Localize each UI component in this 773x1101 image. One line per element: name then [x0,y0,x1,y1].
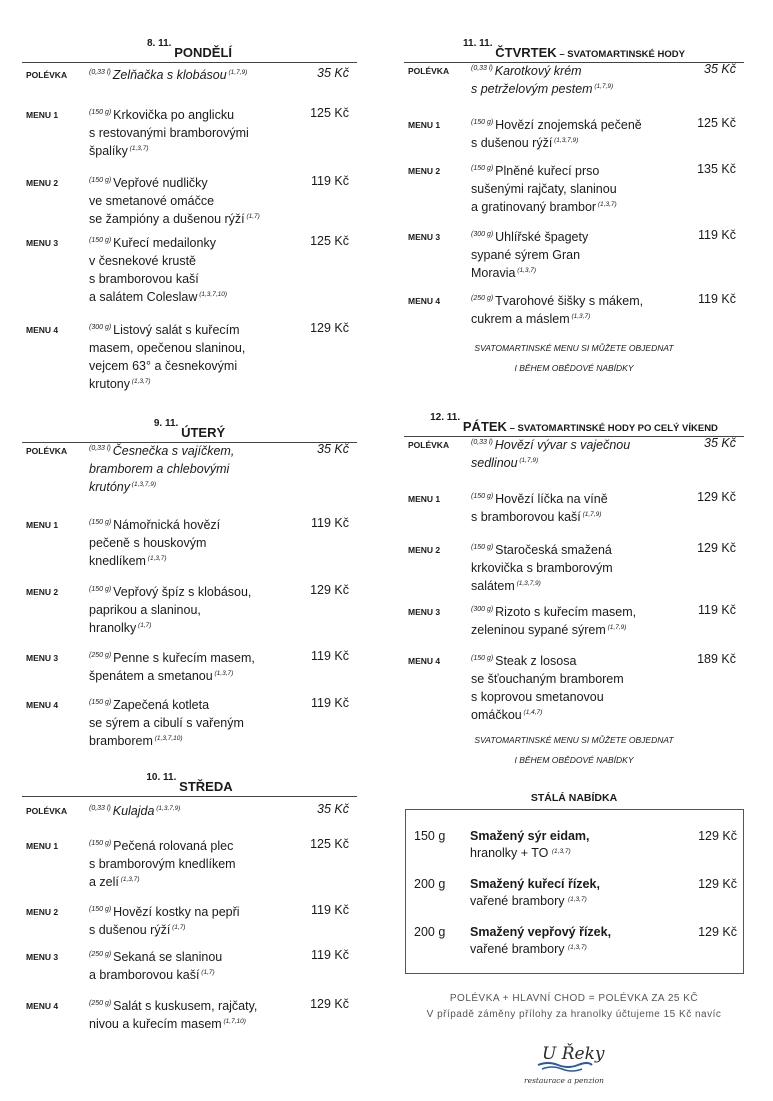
dish-weight: (300 g) [471,231,496,238]
dish-price: 119 Kč [311,696,349,710]
dish-line: Hovězí vývar s vaječnou [494,438,631,452]
dish-line: knedlíkem [89,554,146,568]
dish-price: 119 Kč [311,948,349,962]
day-subtitle: – SVATOMARTINSKÉ HODY [556,49,685,60]
dish-line: se šťouchaným bramborem [471,672,624,686]
dish-line: se sýrem a cibulí s vařeným [89,716,244,730]
dish-line: Penne s kuřecím masem, [113,651,255,665]
day-header [22,772,357,797]
dish-text [471,603,646,639]
dish-line: Moravia [471,266,516,280]
dish-weight: (300 g) [471,606,496,613]
row-label: MENU 4 [26,1001,59,1011]
row-label: MENU 3 [408,232,441,242]
stala-dish-side: vařené brambory [470,894,568,908]
dish-line: a bramborovou kaší [89,968,200,982]
day-monday [22,38,357,391]
stala-dish-name: Smažený sýr eidam, [470,829,590,843]
stala-price: 129 Kč [698,829,737,843]
day-date: 8. 11. [146,38,175,49]
dish-weight: (250 g) [89,951,114,958]
dish-line: a zelí [89,875,119,889]
day-header [22,418,357,443]
dish-allergens: (1,3,7) [212,670,234,677]
day-date: 12. 11. [430,412,463,423]
dish-line: vejcem 63° a česnekovými [89,359,238,373]
dish-line: Uhlířské špagety [495,230,589,244]
dish-text [89,948,274,984]
dish-line: masem, opečenou slaninou, [89,341,246,355]
dish-allergens: (1,7,10) [221,1018,246,1025]
stala-dish [470,828,660,862]
dish-price: 35 Kč [317,66,349,80]
dish-weight: (150 g) [471,544,496,551]
dish-weight: (150 g) [471,165,496,172]
dish-line: Tvarohové šišky s mákem, [495,294,644,308]
dish-text [471,292,646,328]
logo-graphic [514,1035,614,1090]
row-label: MENU 2 [26,587,59,597]
stala-allergens: (1,3,7) [567,944,587,951]
stala-allergens: (1,3,7) [551,848,571,855]
dish-line: s bramborovou kaší [89,272,199,286]
dish-line: Krkovička po anglicku [113,108,235,122]
dish-price: 119 Kč [698,603,736,617]
dish-allergens: (1,3,7) [130,378,151,385]
day-subtitle: – SVATOMARTINSKÉ HODY PO CELÝ VÍKEND [506,423,718,434]
day-name: STŘEDA [179,779,233,794]
stala-dish-name: Smažený kuřecí řízek, [470,877,600,891]
dish-line: Námořnická hovězí [113,518,221,532]
dish-text [89,837,274,891]
dish-price: 35 Kč [704,436,736,450]
dish-allergens: (1,3,7) [569,313,591,320]
dish-weight: (150 g) [89,840,114,847]
dish-price: 129 Kč [697,490,736,504]
stala-dish [470,876,660,910]
day-tuesday [22,418,357,748]
dish-line: Zapečená kotleta [113,698,210,712]
dish-price: 119 Kč [698,228,736,242]
dish-weight: (250 g) [89,1000,114,1007]
logo-name: U Řeky [542,1044,605,1064]
day-header [404,38,744,63]
dish-line: hranolky [89,621,137,635]
dish-allergens: (1,3,7,9) [130,481,157,488]
dish-weight: (150 g) [471,493,496,500]
stala-weight: 200 g [414,877,446,891]
dish-allergens: (1,7,9) [580,511,602,518]
dish-text [471,228,646,282]
dish-line: Zelňačka s klobásou [112,68,227,82]
dish-line: špenátem a smetanou [89,669,213,683]
svatomartinske-note [404,730,744,770]
dish-weight: (300 g) [89,324,114,331]
row-label: POLÉVKA [26,70,68,80]
stala-allergens: (1,3,7) [567,896,587,903]
dish-line: s dušenou rýží [471,136,553,150]
footer-line-1: POLÉVKA + HLAVNÍ CHOD = POLÉVKA ZA 25 KČ [449,993,699,1004]
day-name: ČTVRTEK [495,45,557,60]
dish-allergens: (1,3,7) [515,267,537,274]
dish-line: Česnečka s vajíčkem, [112,444,235,458]
dish-line: s koprovou smetanovou [471,690,604,704]
logo-tagline: restaurace a penzion [524,1076,604,1085]
day-name: ÚTERÝ [181,425,226,440]
row-label: MENU 4 [26,700,59,710]
dish-weight: (150 g) [89,109,114,116]
dish-weight: (0,33 l) [89,69,113,76]
dish-line: bramborem a chlebovými [89,462,230,476]
dish-price: 125 Kč [310,106,349,120]
dish-allergens: (1,3,7) [596,201,617,208]
dish-text [471,162,646,216]
dish-line: nivou a kuřecím masem [89,1017,222,1031]
dish-text [89,106,274,160]
dish-line: Vepřový špíz s klobásou, [113,585,252,599]
dish-text [89,516,274,570]
dish-line: Staročeská smažená [495,543,612,557]
dish-allergens: (1,3,7) [127,145,149,152]
dish-line: cukrem a máslem [471,312,570,326]
row-label: MENU 4 [408,296,441,306]
stala-weight: 200 g [414,925,446,939]
day-header [22,38,357,63]
dish-line: krutony [89,377,130,391]
dish-weight: (250 g) [89,652,114,659]
row-label: MENU 1 [26,520,59,530]
dish-line: Steak z lososa [495,654,577,668]
dish-price: 129 Kč [310,321,349,335]
dish-weight: (150 g) [471,655,496,662]
dish-line: s bramborovým knedlíkem [89,857,236,871]
dish-price: 125 Kč [310,837,349,851]
row-label: MENU 1 [26,841,59,851]
dish-line: sedlinou [471,456,518,470]
dish-line: a gratinovaný brambor [471,200,597,214]
dish-weight: (150 g) [89,906,114,913]
row-label: MENU 3 [26,653,59,663]
dish-line: Listový salát s kuřecím [113,323,240,337]
stala-price: 129 Kč [698,877,737,891]
dish-price: 35 Kč [317,802,349,816]
dish-allergens: (1,7,9) [605,624,627,631]
dish-line: krutóny [89,480,130,494]
row-label: MENU 3 [26,238,59,248]
dish-line: bramborem [89,734,153,748]
dish-text [471,62,646,98]
dish-price: 119 Kč [311,174,349,188]
dish-text [471,490,646,526]
svatomartinske-note [404,338,744,378]
dish-line: v česnekové krustě [89,254,196,268]
dish-line: Kulajda [112,804,155,818]
dish-allergens: (1,3,7) [118,876,140,883]
dish-line: salátem [471,579,515,593]
dish-price: 129 Kč [310,997,349,1011]
dish-line: s restovanými bramborovými [89,126,249,140]
dish-allergens: (1,3,7,9) [154,805,181,812]
dish-text [89,442,274,496]
row-label: MENU 1 [408,120,441,130]
day-date: 10. 11. [146,772,180,783]
dish-weight: (0,33 l) [471,65,495,72]
dish-allergens: (1,7,9) [592,83,614,90]
dish-text [89,903,274,939]
dish-weight: (150 g) [89,699,114,706]
dish-price: 35 Kč [704,62,736,76]
row-label: MENU 2 [26,178,59,188]
dish-line: paprikou a slaninou, [89,603,201,617]
dish-line: Vepřové nudličky [113,176,208,190]
note-line: I BĚHEM OBĚDOVÉ NABÍDKY [514,363,634,373]
note-line: I BĚHEM OBĚDOVÉ NABÍDKY [514,755,634,765]
dish-text [89,997,274,1033]
dish-line: Hovězí kostky na pepři [113,905,240,919]
dish-line: s petrželovým pestem [471,82,593,96]
dish-allergens: (1,7) [199,969,215,976]
row-label: POLÉVKA [408,66,450,76]
dish-text [89,802,274,820]
row-label: MENU 2 [408,545,441,555]
dish-line: Hovězí znojemská pečeně [495,118,642,132]
dish-line: a salátem Coleslaw [89,290,198,304]
dish-price: 135 Kč [697,162,736,176]
row-label: MENU 1 [408,494,441,504]
dish-weight: (150 g) [89,177,114,184]
row-label: MENU 2 [26,907,59,917]
dish-text [89,583,274,637]
dish-line: pečeně s houskovým [89,536,207,550]
dish-weight: (0,33 l) [89,445,113,452]
dish-weight: (150 g) [89,237,114,244]
restaurant-logo [514,1035,614,1090]
stala-dish-name: Smažený vepřový řízek, [470,925,612,939]
dish-line: Pečená rolovaná plec [113,839,234,853]
row-label: POLÉVKA [26,806,68,816]
dish-weight: (250 g) [471,295,496,302]
stala-dish-side: hranolky + TO [470,846,552,860]
dish-allergens: (1,7,9) [226,69,248,76]
dish-text [89,174,274,228]
day-date: 11. 11. [463,38,496,49]
dish-price: 119 Kč [311,649,349,663]
dish-text [471,116,646,152]
stala-nabidka-title: STÁLÁ NABÍDKA [530,792,618,804]
note-line: SVATOMARTINSKÉ MENU SI MŮŽETE OBJEDNAT [474,343,674,353]
dish-text [89,66,274,84]
row-label: POLÉVKA [26,446,68,456]
day-name: PÁTEK [462,419,507,434]
dish-line: Plněné kuřecí prso [495,164,600,178]
dish-price: 35 Kč [317,442,349,456]
dish-allergens: (1,7) [170,924,186,931]
dish-allergens: (1,3,7,9) [552,137,579,144]
dish-price: 125 Kč [697,116,736,130]
dish-price: 129 Kč [697,541,736,555]
dish-allergens: (1,7,9) [517,457,539,464]
dish-line: sypané sýrem Gran [471,248,581,262]
stala-dish [470,924,660,958]
dish-weight: (150 g) [471,119,496,126]
dish-allergens: (1,3,7,9) [514,580,541,587]
day-header [404,412,744,437]
stala-price: 129 Kč [698,925,737,939]
row-label: MENU 4 [26,325,59,335]
dish-price: 119 Kč [311,903,349,917]
dish-line: Salát s kuskusem, rajčaty, [113,999,258,1013]
stala-dish-side: vařené brambory [470,942,568,956]
dish-line: s bramborovou kaší [471,510,581,524]
dish-line: zeleninou sypané sýrem [471,623,606,637]
row-label: MENU 1 [26,110,59,120]
dish-text [471,541,646,595]
stala-nabidka-box [405,809,744,974]
dish-line: se žampióny a dušenou rýží [89,212,245,226]
dish-text [89,696,274,750]
dish-weight: (0,33 l) [471,439,495,446]
row-label: POLÉVKA [408,440,450,450]
dish-weight: (0,33 l) [89,805,113,812]
dish-line: Kuřecí medailonky [113,236,216,250]
dish-line: Rizoto s kuřecím masem, [495,605,637,619]
dish-price: 129 Kč [310,583,349,597]
dish-line: s dušenou rýží [89,923,171,937]
note-line: SVATOMARTINSKÉ MENU SI MŮŽETE OBJEDNAT [474,735,674,745]
day-date: 9. 11. [153,418,182,429]
dish-line: ve smetanové omáčce [89,194,215,208]
dish-price: 119 Kč [311,516,349,530]
dish-price: 189 Kč [697,652,736,666]
dish-line: Hovězí líčka na víně [495,492,608,506]
dish-text [89,234,274,306]
dish-line: Karotkový krém [494,64,582,78]
dish-allergens: (1,7) [136,622,152,629]
dish-weight: (150 g) [89,519,114,526]
dish-line: Sekaná se slaninou [113,950,223,964]
row-label: MENU 3 [26,952,59,962]
dish-line: špalíky [89,144,128,158]
dish-line: omáčkou [471,708,522,722]
dish-allergens: (1,3,7,10) [152,735,183,742]
dish-text [471,652,646,724]
day-thursday [404,38,744,373]
dish-price: 119 Kč [698,292,736,306]
row-label: MENU 3 [408,607,441,617]
row-label: MENU 2 [408,166,441,176]
dish-text [89,321,274,393]
dish-weight: (150 g) [89,586,114,593]
dish-line: sušenými rajčaty, slaninou [471,182,617,196]
dish-allergens: (1,4,7) [521,709,543,716]
day-wednesday [22,772,357,1031]
stala-weight: 150 g [414,829,446,843]
row-label: MENU 4 [408,656,441,666]
dish-allergens: (1,3,7,10) [197,291,228,298]
dish-line: krkovička s bramborovým [471,561,613,575]
dish-text [89,649,274,685]
dish-price: 125 Kč [310,234,349,248]
day-friday [404,412,744,765]
day-name: PONDĚLÍ [174,45,233,60]
dish-allergens: (1,7) [244,213,260,220]
dish-allergens: (1,3,7) [145,555,167,562]
dish-text [471,436,646,472]
footer-line-2: V případě záměny přílohy za hranolky účtujeme 15 Kč navíc [426,1009,722,1020]
